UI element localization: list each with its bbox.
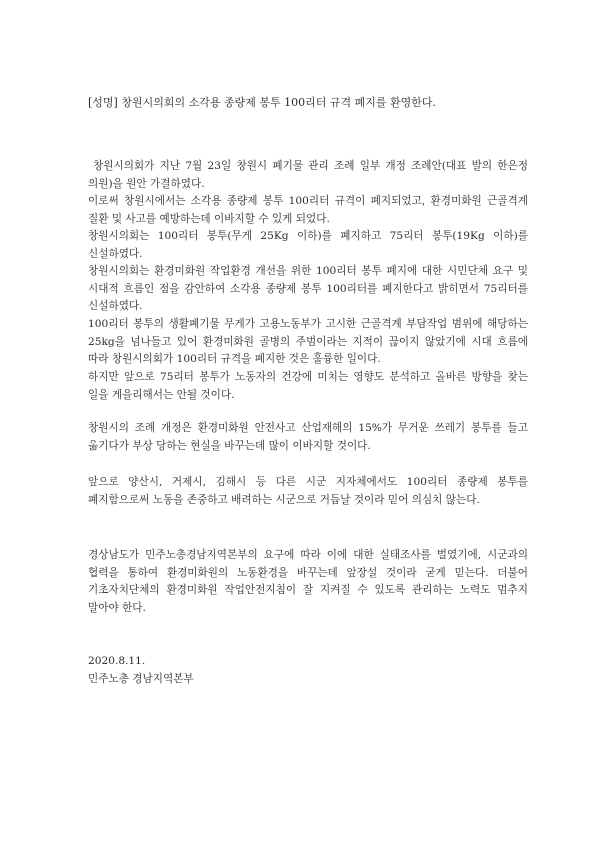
statement-title: [성명] 창원시의회의 소각용 종량제 봉투 100리터 규격 폐지를 환영한다. bbox=[88, 96, 436, 109]
paragraph-3: 창원시의회는 100리터 봉투(무게 25Kg 이하)를 폐지하고 75리터 봉투(19Kg 이하)를 신설하였다. bbox=[88, 230, 528, 260]
paragraph-5: 100리터 봉투의 생활폐기물 무게가 고용노동부가 고시한 근골격계 부담작업 범위에 해당하는 25kg을 넘나들고 있어 환경미화원 골병의 주범이라는 지적이 끊이지 않았기에 시대 흐름에 따라 창원시의회가 100리터 규격을 폐지한 것은 훌륭한 일이다. bbox=[88, 318, 528, 366]
statement-signature: 민주노총 경남지역본부 bbox=[88, 673, 194, 685]
paragraph-2: 이로써 창원시에서는 소각용 종량제 봉투 100리터 규격이 폐지되었고, 환경미화원 근골격계 질환 및 사고를 예방하는데 이바지할 수 있게 되었다. bbox=[88, 195, 528, 225]
paragraph-1: 창원시의회가 지난 7월 23일 창원시 폐기물 관리 조례 일부 개정 조례안(대표 발의 한은정 의원)을 원안 가결하였다. bbox=[88, 160, 528, 190]
paragraph-8: 앞으로 양산시, 거제시, 김해시 등 다른 시군 지자체에서도 100리터 종량제 봉투를 폐지함으로써 노동을 존중하고 배려하는 시군으로 거듭날 것이라 믿어 의심치 않는다. bbox=[88, 476, 528, 506]
paragraph-4: 창원시의회는 환경미화원 작업환경 개선을 위한 100리터 봉투 폐지에 대한 시민단체 요구 및 시대적 흐름인 점을 감안하여 소각용 종량제 봉투 100리터를 폐지한다고 밝히면서 75리터를 신설하였다. bbox=[88, 265, 528, 313]
paragraph-6: 하지만 앞으로 75리터 봉투가 노동자의 건강에 미치는 영향도 분석하고 올바른 방향을 찾는 일을 게을리해서는 안될 것이다. bbox=[88, 371, 528, 401]
paragraph-9: 경상남도가 민주노총경남지역본부의 요구에 따라 이에 대한 실태조사를 벌였기에, 시군과의 협력을 통하여 환경미화원의 노동환경을 바꾸는데 앞장설 것이라 굳게 믿는다. 더불어 기초자치단체의 환경미화원 작업안전지침이 잘 지켜질 수 있도록 관리하는 노력도 멈추지 말아야 한다. bbox=[88, 549, 528, 614]
paragraph-7: 창원시의 조례 개정은 환경미화원 안전사고 산업재해의 15%가 무거운 쓰레기 봉투를 들고 옮기다가 부상 당하는 현실을 바꾸는데 많이 이바지할 것이다. bbox=[88, 422, 528, 452]
statement-date: 2020.8.11. bbox=[88, 655, 146, 667]
